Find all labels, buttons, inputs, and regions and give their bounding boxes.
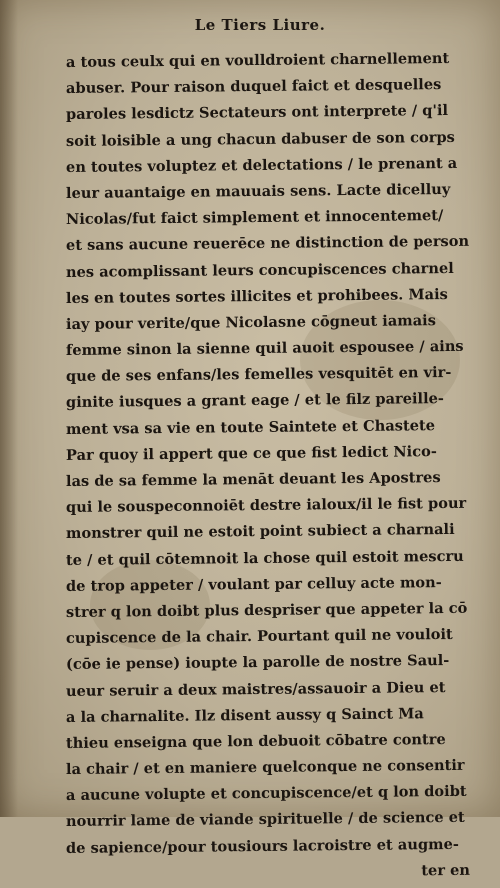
text-line: cupiscence de la chair. Pourtant quil ne vouloit [65,626,453,648]
text-line: las de sa femme la menāt deuant les Apostres [65,469,441,490]
text-line: ment vsa sa vie en toute Saintete et Chastete [65,416,436,438]
text-line: qui le souspeconnoiēt destre ialoux/il le fist pour [65,494,467,517]
text-line: et sans aucune reuerēce ne distinction de person [65,233,470,255]
text-line: a tous ceulx qui en voulldroient charnellement [65,49,450,71]
text-line: iay pour verite/que Nicolasne cōgneut iamais [65,312,436,333]
text-line: paroles lesdictz Sectateurs ont interprete / q'il [65,102,449,124]
text-line: la chair / et en maniere quelconque ne consentir [65,756,465,779]
text-line: (cōe ie pense) ioupte la parolle de nostre Saul- [65,652,450,674]
text-line: thieu enseigna que lon debuoit cōbatre contre [65,730,446,752]
text-line: ginite iusques a grant eage / et le filz pareille- [65,390,445,412]
text-line: nourrir lame de viande spirituelle / de science et [65,809,465,831]
text-line: monstrer quil ne estoit point subiect a charnali [65,521,455,543]
text-line: leur auantaige en mauuais sens. Lacte dicelluy [65,180,451,202]
text-line: Par quoy il appert que ce que fist ledict Nico- [65,442,437,464]
page-gutter-shadow [0,0,18,817]
text-line: de trop appeter / voulant par celluy acte mon- [65,573,442,595]
text-line: Nicolas/fut faict simplement et innocentemet/ [65,207,444,229]
text-line: a la charnalite. Ilz disent aussy q Sainct Ma [65,704,424,726]
text-line: en toutes voluptez et delectations / le prenant a [65,154,458,176]
text-line: a aucune volupte et concupiscence/et q lon doibt [65,783,467,805]
text-line: femme sinon la sienne quil auoit espousee / ains [65,337,464,360]
text-line: ueur seruir a deux maistres/assauoir a Dieu et [65,678,446,700]
running-head: Le Tiers Liure. [194,16,326,34]
catchword-line: ter en [421,861,471,880]
text-line: soit loisible a ung chacun dabuser de son corps [65,128,455,150]
text-line: les en toutes sortes illicites et prohibees. Mais [65,285,448,307]
text-line: nes acomplissant leurs concupiscences charnel [65,259,454,281]
text-line: que de ses enfans/les femelles vesquitēt en vir- [65,364,452,386]
text-line: strer q lon doibt plus despriser que appeter la cō [65,599,468,621]
text-line: de sapience/pour tousiours lacroistre et augme- [65,835,459,857]
text-line: te / et quil cōtemnoit la chose quil estoit mescru [65,547,464,569]
body-text [66,50,474,888]
text-line: abuser. Pour raison duquel faict et desquelles [65,76,442,98]
